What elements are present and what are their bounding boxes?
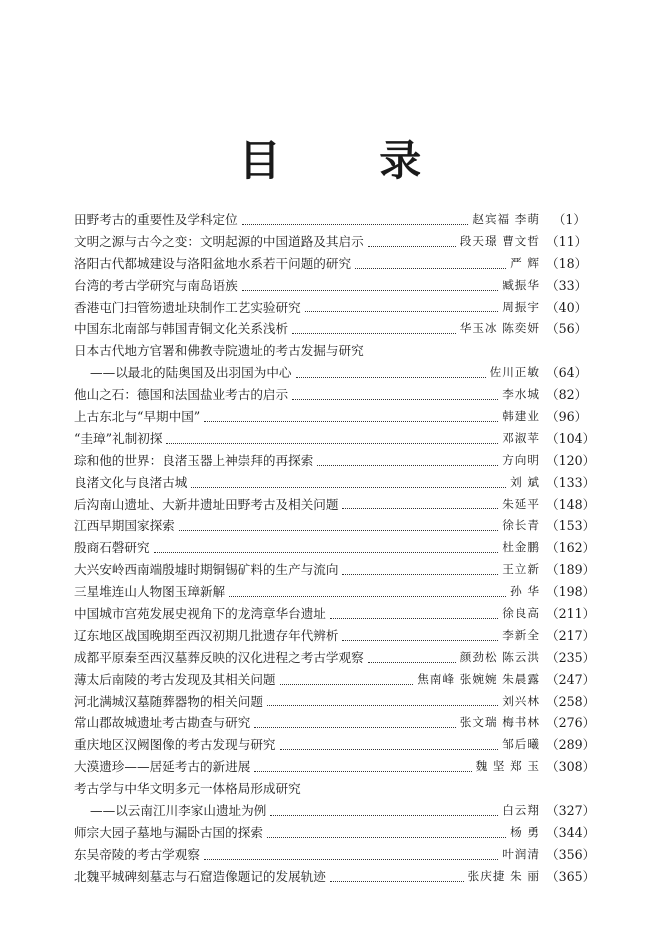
toc-entry-author: 张庆捷 朱 丽 (467, 868, 540, 883)
toc-entry (74, 559, 596, 581)
toc-entry (74, 209, 586, 231)
toc-entry-title: 东吴帝陵的考古学观察 (74, 846, 200, 862)
toc-entry-page: （96） (546, 409, 588, 424)
toc-entry-author: 颜劲松 陈云洪 (459, 649, 540, 664)
toc-entry-author: 刘兴林 (502, 693, 540, 708)
toc-entry-page: （289） (546, 737, 596, 753)
toc-entry-title: 辽东地区战国晚期至西汉初期几批遗存年代辨析 (74, 627, 339, 643)
toc-entry-title: 他山之石：德国和法国盐业考古的启示 (74, 387, 289, 403)
toc-entry-title: 成都平原秦至西汉墓葬反映的汉化进程之考古学观察 (74, 649, 364, 665)
toc-entry-title: 后沟南山遗址、大新井遗址田野考古及相关问题 (74, 496, 339, 512)
toc-entry (74, 275, 586, 297)
dot-leader (204, 859, 498, 860)
toc-entry (74, 800, 596, 822)
dot-leader (280, 749, 499, 750)
dot-leader (254, 727, 455, 728)
page-title: 目 录 (238, 136, 464, 185)
toc-entry (74, 450, 596, 472)
toc-entry-author: 徐长青 (502, 518, 540, 533)
toc-entry-author: 张文瑞 梅书林 (459, 715, 540, 730)
toc-entry-author: 李新全 (502, 627, 540, 642)
toc-entry-author: 邓淑苹 (502, 430, 540, 445)
toc-entry (74, 231, 586, 253)
toc-entry-author: 杜金鹏 (502, 540, 540, 555)
toc-entry (74, 581, 596, 603)
toc-entry (74, 844, 596, 866)
toc-entry-page: （198） (546, 584, 596, 600)
toc-entry (74, 253, 586, 275)
dot-leader (330, 881, 464, 882)
toc-entry (74, 866, 596, 888)
toc-entry-author: 佐川正敏 (489, 365, 540, 380)
toc-entry-author: 臧振华 (502, 277, 540, 292)
dot-leader (179, 530, 498, 531)
dot-leader (292, 399, 498, 400)
toc-entry-title: 香港屯门扫管笏遗址玦制作工艺实验研究 (74, 299, 301, 315)
toc-entry-page: （11） (546, 233, 588, 249)
toc-entry-page: （308） (546, 759, 596, 775)
dot-leader (267, 837, 506, 838)
toc-entry-page: （211） (546, 606, 596, 622)
toc-entry-title: 薄太后南陵的考古发现及其相关问题 (74, 671, 276, 687)
toc-entry-title: 文明之源与古今之变：文明起源的中国道路及其启示 (74, 233, 364, 249)
toc-entry-title: 河北满城汉墓随葬器物的相关问题 (74, 693, 263, 709)
dot-leader (330, 618, 498, 619)
toc-entry-author: 杨 勇 (510, 824, 540, 839)
toc-entry-title: 日本古代地方官署和佛教寺院遗址的考古发掘与研究 (74, 343, 364, 359)
toc-entry (74, 362, 586, 384)
toc-entry-title: 大兴安岭西南端殷墟时期铜锡矿料的生产与流向 (74, 562, 339, 578)
toc-entry-author: 华玉冰 陈奕妍 (459, 321, 540, 336)
toc-entry (74, 778, 586, 800)
dot-leader (342, 574, 498, 575)
toc-entry (74, 515, 596, 537)
toc-entry (74, 472, 596, 494)
toc-entry-page: （327） (546, 803, 596, 819)
toc-entry-author: 叶润清 (502, 846, 540, 861)
toc-entry-page: （82） (546, 387, 588, 403)
toc-entry-author: 魏 坚 郑 玉 (475, 759, 540, 774)
toc-entry-title: 中国城市宫苑发展史视角下的龙湾章华台遗址 (74, 606, 326, 622)
toc-entry (74, 494, 596, 516)
toc-entry-page: （40） (546, 299, 588, 315)
toc-entry-title: 考古学与中华文明多元一体格局形成研究 (74, 781, 301, 797)
toc-entry-page: （64） (546, 365, 588, 381)
toc-entry-author: 周振宇 (502, 299, 540, 314)
toc-entry (74, 822, 596, 844)
toc-entry-title: ——以最北的陆奥国及出羽国为中心 (90, 365, 292, 381)
toc-entry-author: 李水城 (502, 387, 540, 402)
toc-entry-page: （120） (546, 452, 596, 468)
toc-entry-title: 江西早期国家探索 (74, 518, 175, 534)
toc-entry-page: （356） (546, 846, 596, 862)
toc-entry-author: 赵宾福 李萌 (472, 211, 540, 226)
dot-leader (270, 815, 498, 816)
toc-entry-author: 邹后曦 (502, 737, 540, 752)
toc-entry-page: （104） (546, 430, 596, 446)
toc-entry-title: ——以云南江川李家山遗址为例 (90, 803, 267, 819)
toc-entry-page: （189） (546, 562, 596, 578)
toc-entry (74, 318, 586, 340)
toc-entry-author: 徐良高 (502, 606, 540, 621)
dot-leader (229, 596, 506, 597)
toc-entry-page: （217） (546, 627, 596, 643)
dot-leader (267, 705, 498, 706)
toc-entry (74, 647, 596, 669)
toc-entry-title: 重庆地区汉阙图像的考古发现与研究 (74, 737, 276, 753)
toc-entry-page: （247） (546, 671, 596, 687)
toc-entry-title: 台湾的考古学研究与南岛语族 (74, 277, 238, 293)
toc-entry-author: 王立新 (502, 562, 540, 577)
toc-entry (74, 603, 596, 625)
dot-leader (355, 268, 506, 269)
dot-leader (342, 508, 498, 509)
toc-entry (74, 406, 586, 428)
dot-leader (166, 443, 498, 444)
toc-entry (74, 756, 596, 778)
dot-leader (242, 290, 498, 291)
toc-entry-author: 白云翔 (502, 803, 540, 818)
toc-entry (74, 734, 596, 756)
toc-entry-page: （148） (546, 496, 596, 512)
toc-entry-title: 北魏平城碑刻墓志与石窟造像题记的发展轨迹 (74, 868, 326, 884)
toc-entry-title: 良渚文化与良渚古城 (74, 474, 188, 490)
dot-leader (154, 552, 499, 553)
toc-entry-author: 朱延平 (502, 496, 540, 511)
toc-entry-title: 殷商石磬研究 (74, 540, 150, 556)
dot-leader (305, 311, 499, 312)
toc-entry-page: （56） (546, 321, 588, 337)
toc-entry-page: （18） (546, 255, 588, 271)
dot-leader (342, 640, 498, 641)
toc-entry-page: （162） (546, 540, 596, 556)
toc-entry-page: （33） (546, 277, 588, 293)
toc-entry (74, 625, 596, 647)
toc-entry-title: 田野考古的重要性及学科定位 (74, 211, 238, 227)
toc-entry-title: 常山郡故城遗址考古勘查与研究 (74, 715, 251, 731)
toc-entry-author: 严 辉 (510, 255, 540, 270)
toc-entry-page: （276） (546, 715, 596, 731)
toc-entry-page: （235） (546, 649, 596, 665)
toc-entry-page: （365） (546, 868, 596, 884)
dot-leader (317, 465, 498, 466)
toc-entry-title: 师宗大园子墓地与漏卧古国的探索 (74, 824, 263, 840)
dot-leader (296, 377, 486, 378)
toc-entry-author: 方向明 (502, 452, 540, 467)
toc-entry-title: 洛阳古代都城建设与洛阳盆地水系若干问题的研究 (74, 255, 352, 271)
toc-entry (74, 428, 596, 450)
dot-leader (191, 487, 506, 488)
dot-leader (242, 224, 469, 225)
table-of-contents (74, 209, 596, 888)
toc-entry (74, 384, 586, 406)
toc-entry-page: （1） (552, 211, 586, 227)
toc-entry-author: 孙 华 (510, 584, 540, 599)
toc-entry-title: 中国东北南部与韩国青铜文化关系浅析 (74, 321, 289, 337)
toc-entry (74, 712, 596, 734)
toc-entry (74, 669, 596, 691)
toc-entry-page: （258） (546, 693, 596, 709)
toc-entry-page: （344） (546, 824, 596, 840)
dot-leader (280, 684, 414, 685)
toc-entry (74, 537, 596, 559)
toc-entry-author: 段天璟 曹文哲 (459, 233, 540, 248)
toc-entry-author: 焦南峰 张婉婉 朱晨露 (417, 671, 540, 686)
toc-entry-page: （133） (546, 474, 596, 490)
dot-leader (204, 421, 498, 422)
toc-entry-author: 刘 斌 (510, 474, 540, 489)
toc-entry (74, 340, 586, 362)
toc-entry-title: 上古东北与“早期中国” (74, 409, 201, 424)
dot-leader (292, 333, 456, 334)
toc-entry (74, 691, 596, 713)
dot-leader (368, 246, 456, 247)
toc-entry-title: 琮和他的世界：良渚玉器上神崇拜的再探索 (74, 452, 314, 468)
dot-leader (368, 662, 456, 663)
toc-entry-page: （153） (546, 518, 596, 534)
toc-entry-title: “圭璋”礼制初探 (74, 430, 163, 446)
toc-entry (74, 297, 586, 319)
toc-entry-title: 大漠遗珍——居延考古的新进展 (74, 759, 251, 775)
toc-entry-author: 韩建业 (502, 409, 540, 423)
dot-leader (254, 771, 471, 772)
toc-entry-title: 三星堆连山人物图玉璋新解 (74, 584, 226, 600)
